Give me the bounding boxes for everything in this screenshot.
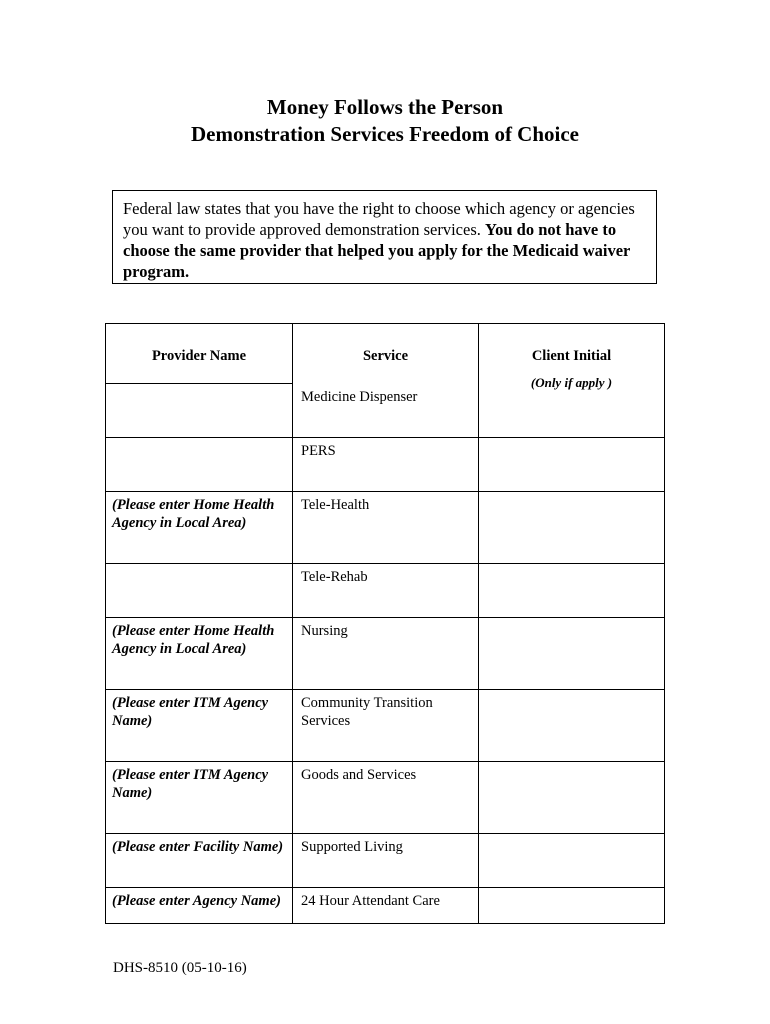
provider-cell[interactable]: (Please enter ITM Agency Name) (106, 690, 293, 762)
notice-box (112, 190, 657, 284)
header-client-initial-note: (Only if apply ) (530, 374, 613, 390)
service-cell: 24 Hour Attendant Care (293, 888, 479, 924)
initial-cell[interactable] (479, 618, 665, 690)
service-cell: Medicine Dispenser (293, 384, 479, 438)
provider-cell[interactable]: (Please enter Agency Name) (106, 888, 293, 924)
notice-bold-text: You do not have to choose the same provider that helped you apply for the Medicaid waiver program. (123, 220, 631, 281)
initial-cell[interactable] (479, 834, 665, 888)
service-cell: Nursing (293, 618, 479, 690)
table-row (106, 690, 665, 762)
table-row (106, 492, 665, 564)
initial-cell[interactable] (479, 438, 665, 492)
header-provider-name: Provider Name (106, 324, 293, 384)
service-cell: PERS (293, 438, 479, 492)
provider-cell[interactable] (106, 384, 293, 438)
table-row (106, 618, 665, 690)
initial-cell[interactable] (479, 374, 665, 438)
service-cell: Goods and Services (293, 762, 479, 834)
initial-cell[interactable] (479, 762, 665, 834)
header-service: Service (293, 324, 479, 384)
title-line-1: Money Follows the Person (266, 95, 504, 119)
provider-cell[interactable]: (Please enter Home Health Agency in Local Area) (106, 618, 293, 690)
service-cell: Tele-Rehab (293, 564, 479, 618)
form-number: DHS-8510 (05-10-16) (113, 960, 247, 976)
provider-cell[interactable] (106, 564, 293, 618)
notice-text: Federal law states that you have the right to choose which agency or agencies you want to provide approved demonstration services. (123, 199, 635, 239)
provider-cell[interactable]: (Please enter ITM Agency Name) (106, 762, 293, 834)
provider-cell[interactable] (106, 438, 293, 492)
header-client-initial-label: Client Initial (531, 348, 612, 364)
service-cell: Tele-Health (293, 492, 479, 564)
initial-cell[interactable] (479, 564, 665, 618)
title-line-2: Demonstration Services Freedom of Choice (190, 122, 580, 146)
table-row (106, 438, 665, 492)
initial-cell[interactable] (479, 690, 665, 762)
service-cell: Community Transition Services (293, 690, 479, 762)
service-cell: Supported Living (293, 834, 479, 888)
table-row (106, 564, 665, 618)
table-row (106, 384, 665, 438)
provider-cell[interactable]: (Please enter Home Health Agency in Local Area) (106, 492, 293, 564)
table-row (106, 762, 665, 834)
document-title (0, 94, 770, 148)
table-row (106, 888, 665, 924)
provider-cell[interactable]: (Please enter Facility Name) (106, 834, 293, 888)
table-row (106, 834, 665, 888)
initial-cell[interactable] (479, 888, 665, 924)
provider-table (105, 323, 665, 924)
initial-cell[interactable] (479, 492, 665, 564)
